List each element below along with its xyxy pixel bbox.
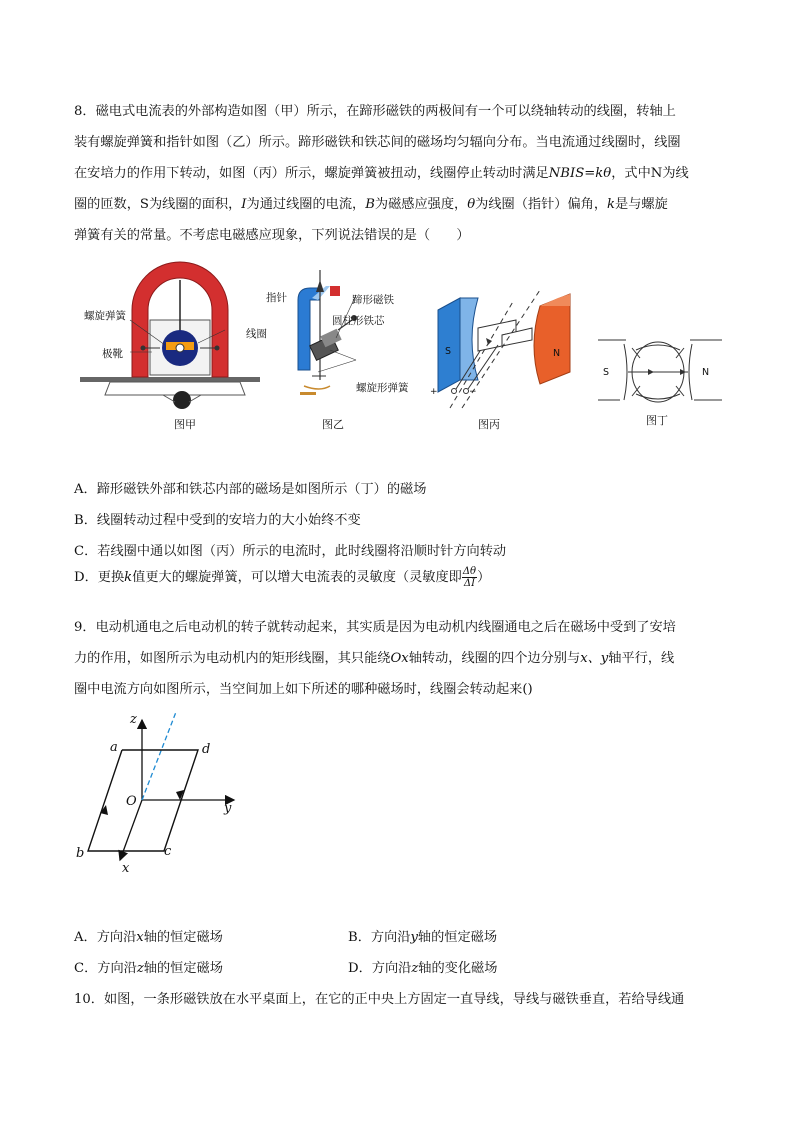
label-spring-yi: 螺旋形弹簧 bbox=[356, 382, 409, 394]
label-boot-jia: 极靴 bbox=[102, 348, 123, 360]
label-d: d bbox=[202, 742, 211, 757]
terminal-plus: + bbox=[430, 387, 438, 397]
label-core: 圆柱形铁芯 bbox=[332, 315, 385, 327]
label-spring-jia: 螺旋弹簧 bbox=[84, 310, 126, 322]
label-coil-jia: 线圈 bbox=[246, 328, 267, 340]
q8-option-a: A．蹄形磁铁外部和铁芯内部的磁场是如图所示（丁）的磁场 bbox=[74, 482, 427, 497]
q8-figures bbox=[70, 250, 730, 440]
ding-s-label: S bbox=[603, 367, 610, 378]
q9-line-1: 9．电动机通电之后电动机的转子就转动起来，其实质是因为电动机内线圈通电之后在磁场中受到了安培 bbox=[74, 620, 676, 635]
q8-line-5: 弹簧有关的常量。不考虑电磁感应现象，下列说法错误的是（ ） bbox=[74, 228, 470, 243]
label-c: c bbox=[164, 844, 172, 859]
pole-n bbox=[534, 294, 570, 384]
q8-line-1: 8．磁电式电流表的外部构造如图（甲）所示，在蹄形磁铁的两极间有一个可以绕轴转动的线圈，转轴上 bbox=[74, 104, 676, 119]
label-x: x bbox=[122, 861, 130, 876]
sensitivity-fraction: $\frac{\Delta\theta}{\Delta I}$ bbox=[462, 566, 477, 589]
label-a: a bbox=[110, 740, 118, 755]
caption-yi: 图乙 bbox=[322, 418, 344, 431]
q8-line-3: 在安培力的作用下转动，如图（丙）所示，螺旋弹簧被扭动，线圈停止转动时满足NBIS=kθ，式中N为线 bbox=[74, 166, 689, 181]
stand bbox=[105, 382, 245, 395]
q9-option-b: B．方向沿y轴的恒定磁场 bbox=[348, 930, 498, 945]
axis bbox=[176, 344, 184, 352]
figure-yi bbox=[260, 250, 430, 440]
q10-line-1: 10．如图，一条形磁铁放在水平桌面上，在它的正中央上方固定一直导线，导线与磁铁垂直，若给导线通 bbox=[74, 992, 685, 1007]
q9-option-a: A．方向沿x轴的恒定磁场 bbox=[74, 930, 223, 945]
q8-option-d: D．更换k值更大的螺旋弹簧，可以增大电流表的灵敏度（灵敏度即 $\frac{\Delta\theta}{\Delta I}$ ） bbox=[74, 566, 491, 589]
terminal-minus: − bbox=[469, 387, 477, 397]
label-y: y bbox=[224, 801, 232, 816]
q9-option-d: D．方向沿z轴的变化磁场 bbox=[348, 961, 498, 976]
label-o: O bbox=[126, 794, 137, 809]
pole-s-label: S bbox=[445, 346, 452, 357]
magnet-red bbox=[330, 286, 340, 296]
base-bar bbox=[80, 377, 260, 382]
q9-figure bbox=[72, 710, 272, 880]
q8-line-2: 装有螺旋弹簧和指针如图（乙）所示。蹄形磁铁和铁芯间的磁场均匀辐向分布。当电流通过线圈时，线圈 bbox=[74, 135, 681, 150]
figure-bing bbox=[430, 250, 590, 440]
figure-jia bbox=[70, 250, 270, 440]
ding-n-label: N bbox=[702, 367, 710, 378]
label-magnet: 蹄形磁铁 bbox=[352, 294, 394, 306]
q8-line-4: 圈的匝数，S为线圈的面积，I为通过线圈的电流，B为磁感应强度，θ为线圈（指针）偏角，k是与螺旋 bbox=[74, 197, 668, 212]
caption-bing: 图丙 bbox=[478, 418, 500, 431]
formula: NBIS=kθ bbox=[548, 166, 612, 181]
caption-ding: 图丁 bbox=[646, 414, 668, 427]
dashed-axis bbox=[142, 712, 176, 800]
pole-s bbox=[438, 298, 460, 392]
q9-line-2: 力的作用，如图所示为电动机内的矩形线圈，其只能绕Ox轴转动，线圈的四个边分别与x、y轴平行，线 bbox=[74, 651, 675, 666]
q9-line-3: 圈中电流方向如图所示，当空间加上如下所述的哪种磁场时，线圈会转动起来() bbox=[74, 682, 533, 697]
caption-jia: 图甲 bbox=[174, 418, 196, 431]
label-b: b bbox=[76, 846, 85, 861]
q9-option-c: C．方向沿z轴的恒定磁场 bbox=[74, 961, 223, 976]
knob bbox=[173, 391, 191, 409]
label-z: z bbox=[130, 712, 137, 727]
pole-n-label: N bbox=[553, 348, 561, 359]
q8-option-b: B．线圈转动过程中受到的安培力的大小始终不变 bbox=[74, 513, 361, 528]
q8-option-c: C．若线圈中通以如图（丙）所示的电流时，此时线圈将沿顺时针方向转动 bbox=[74, 544, 507, 559]
label-needle: 指针 bbox=[266, 292, 287, 304]
